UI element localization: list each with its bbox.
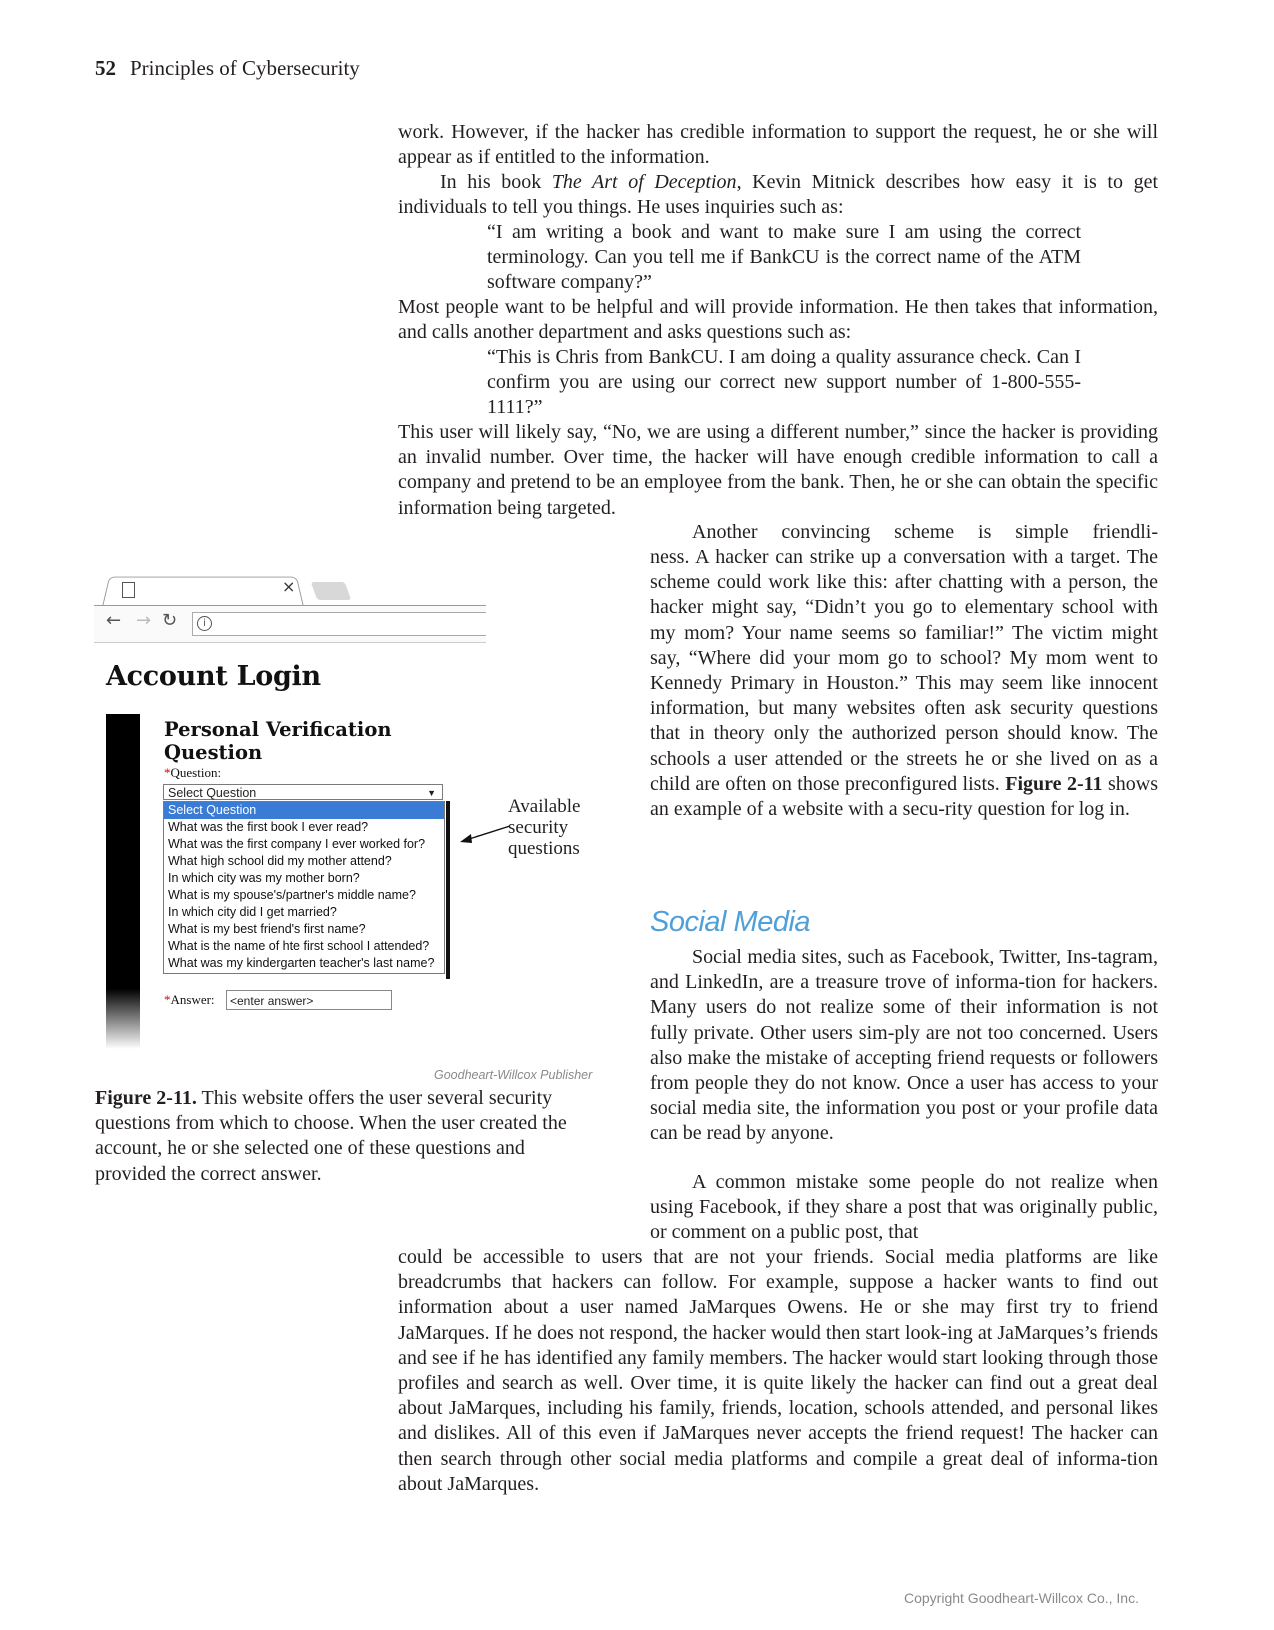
paragraph-6: Social media sites, such as Facebook, Twitter, Ins-tagram, and LinkedIn, are a treasure trove of informa-tion for hackers. Many users do not realize some of their information is not fully private. Other users sim-ply are not too concerned. Users also make the mistake of accepting friend requests or followers from people they do not know. Once a user has access to your social media site, the information you post or your profile data can be read by anyone.	[650, 946, 1158, 1145]
forward-arrow-icon[interactable]: →	[136, 610, 152, 631]
reload-icon[interactable]: ↻	[162, 610, 178, 631]
copyright-footer: Copyright Goodheart-Willcox Co., Inc.	[904, 1590, 1139, 1606]
section-heading: Social Media	[650, 906, 811, 938]
dropdown-option[interactable]: What was the first book I ever read?	[168, 820, 369, 834]
book-title-italic: The Art of Deception	[551, 171, 737, 193]
paragraph-2-text-a: In his book	[440, 171, 552, 193]
figure-reference: Figure 2-11	[1005, 772, 1103, 795]
answer-label-text: Answer:	[170, 992, 215, 1007]
question-select[interactable]	[163, 784, 443, 800]
dropdown-option[interactable]: In which city was my mother born?	[168, 871, 360, 885]
dropdown-option[interactable]: Select Question	[164, 802, 444, 819]
answer-label: *Answer:	[164, 992, 215, 1007]
new-tab-icon[interactable]	[311, 582, 352, 600]
paragraph-4: This user will likely say, “No, we are using a different number,” since the hacker is providing an invalid number. Over time, the hacker will have enough credible information to call a company and pretend to be an employee from the bank. Then, he or she can obtain the specific information being targeted.	[398, 421, 1158, 519]
back-arrow-icon[interactable]: ←	[106, 610, 122, 631]
paragraph-3: Most people want to be helpful and will provide information. He then takes that information, and calls another department and asks questions such as:	[398, 296, 1158, 344]
question-label: *Question:	[164, 765, 222, 780]
dropdown-option[interactable]: What is the name of hte first school I attended?	[168, 939, 430, 953]
dropdown-option[interactable]: What was the first company I ever worked for?	[168, 837, 426, 851]
info-icon: i	[197, 616, 212, 631]
paragraph-1: work. However, if the hacker has credible information to support the request, he or she will appear as if entitled to the information.	[398, 121, 1158, 169]
dropdown-shadow	[446, 801, 450, 979]
quote-2: “This is Chris from BankCU. I am doing a quality assurance check. Can I confirm you are using our correct new support number of 1-800-555-1111?”	[487, 346, 1081, 419]
callout-label	[508, 796, 580, 859]
paragraph-7a: A common mistake some people do not realize when using Facebook, if they share a post that was originally public, or comment on a public post, that	[650, 1171, 1158, 1244]
figure-credit: Goodheart-Willcox Publisher	[434, 1068, 593, 1082]
question-dropdown-list	[163, 801, 445, 974]
verification-heading: Personal Verification Question	[164, 718, 392, 764]
dropdown-option[interactable]: What high school did my mother attend?	[168, 854, 392, 868]
paragraph-5-end: shows an example of a website with a secu-rity question for log in.	[650, 772, 1159, 821]
dropdown-option[interactable]: What is my best friend's first name?	[168, 922, 366, 936]
paragraph-5-text: ness. A hacker can strike up a conversation with a target. The scheme could work like this: after chatting with a person, the hacker might say, “Didn’t you go to elementary school with my mom? Your name seems so familiar!” The victim might say, “Where did your mom go to school? My mom went to Kennedy Primary in Houston.” This may seem like innocent information, but many websites often ask security questions that in theory only the authorized person should know. The schools a user attended or the streets he or she lived on as a child are often on those preconfigured lists.	[650, 546, 1158, 795]
paragraph-5-first-line: Another convincing scheme is simple friendli-	[692, 521, 1158, 543]
quote-1: “I am writing a book and want to make sure I am using the correct terminology. Can you tell me if BankCU is the correct name of the ATM software company?”	[487, 221, 1081, 294]
answer-input[interactable]: <enter answer>	[226, 990, 392, 1010]
browser-tab-bar	[94, 572, 486, 606]
close-tab-icon[interactable]: ×	[282, 577, 296, 596]
dropdown-option[interactable]: What is my spouse's/partner's middle name?	[168, 888, 416, 902]
caption-text: This website offers the user several security questions from which to choose. When the user created the account, he or she selected one of these questions and provided the correct answer.	[95, 1087, 567, 1185]
select-value: Select Question	[168, 786, 257, 800]
running-header	[95, 56, 360, 81]
caption-label: Figure 2-11.	[95, 1087, 197, 1109]
dropdown-option[interactable]: In which city did I get married?	[168, 905, 337, 919]
figure-caption	[95, 1086, 595, 1187]
figure-screenshot	[94, 572, 486, 1060]
document-icon	[122, 582, 135, 598]
page-number: 52	[95, 56, 116, 80]
browser-toolbar	[94, 606, 486, 642]
callout-line-1: Available	[508, 796, 581, 817]
paragraph-7b: could be accessible to users that are not your friends. Social media platforms are like breadcrumbs that hackers can follow. For example, suppose a hacker wants to find out information about a user named JaMarques Owens. He or she may first try to friend JaMarques. If he does not respond, the hacker would then start look-ing at JaMarques’s friends and see if he has identified any family members. The hacker would start looking through those profiles and search as well. Over time, it is quite likely the hacker can find out a great deal about JaMarques, including his family, friends, location, schools attended, and personal likes and dislikes. All of this even if JaMarques never accepts the friend request! The hacker can then search through other social media platforms and compile a great deal of informa-tion about JaMarques.	[398, 1246, 1158, 1495]
dropdown-arrow-icon: ▼	[427, 788, 436, 798]
callout-arrow-icon	[458, 820, 512, 846]
account-login-title: Account Login	[106, 661, 321, 692]
paragraph-2-text-b: , Kevin Mitnick describes how easy it is to get individuals to tell you things. He uses inquiries such as:	[398, 171, 1159, 219]
address-bar[interactable]	[192, 612, 486, 636]
paragraph-2	[398, 170, 1158, 220]
callout-line-3: questions	[508, 838, 580, 859]
question-label-text: Question:	[170, 765, 222, 780]
book-title: Principles of Cybersecurity	[130, 56, 360, 80]
dropdown-option[interactable]: What was my kindergarten teacher's last name?	[168, 956, 435, 970]
decorative-bar	[106, 714, 140, 1049]
paragraph-5	[650, 545, 1158, 822]
callout-line-2: security	[508, 817, 569, 838]
